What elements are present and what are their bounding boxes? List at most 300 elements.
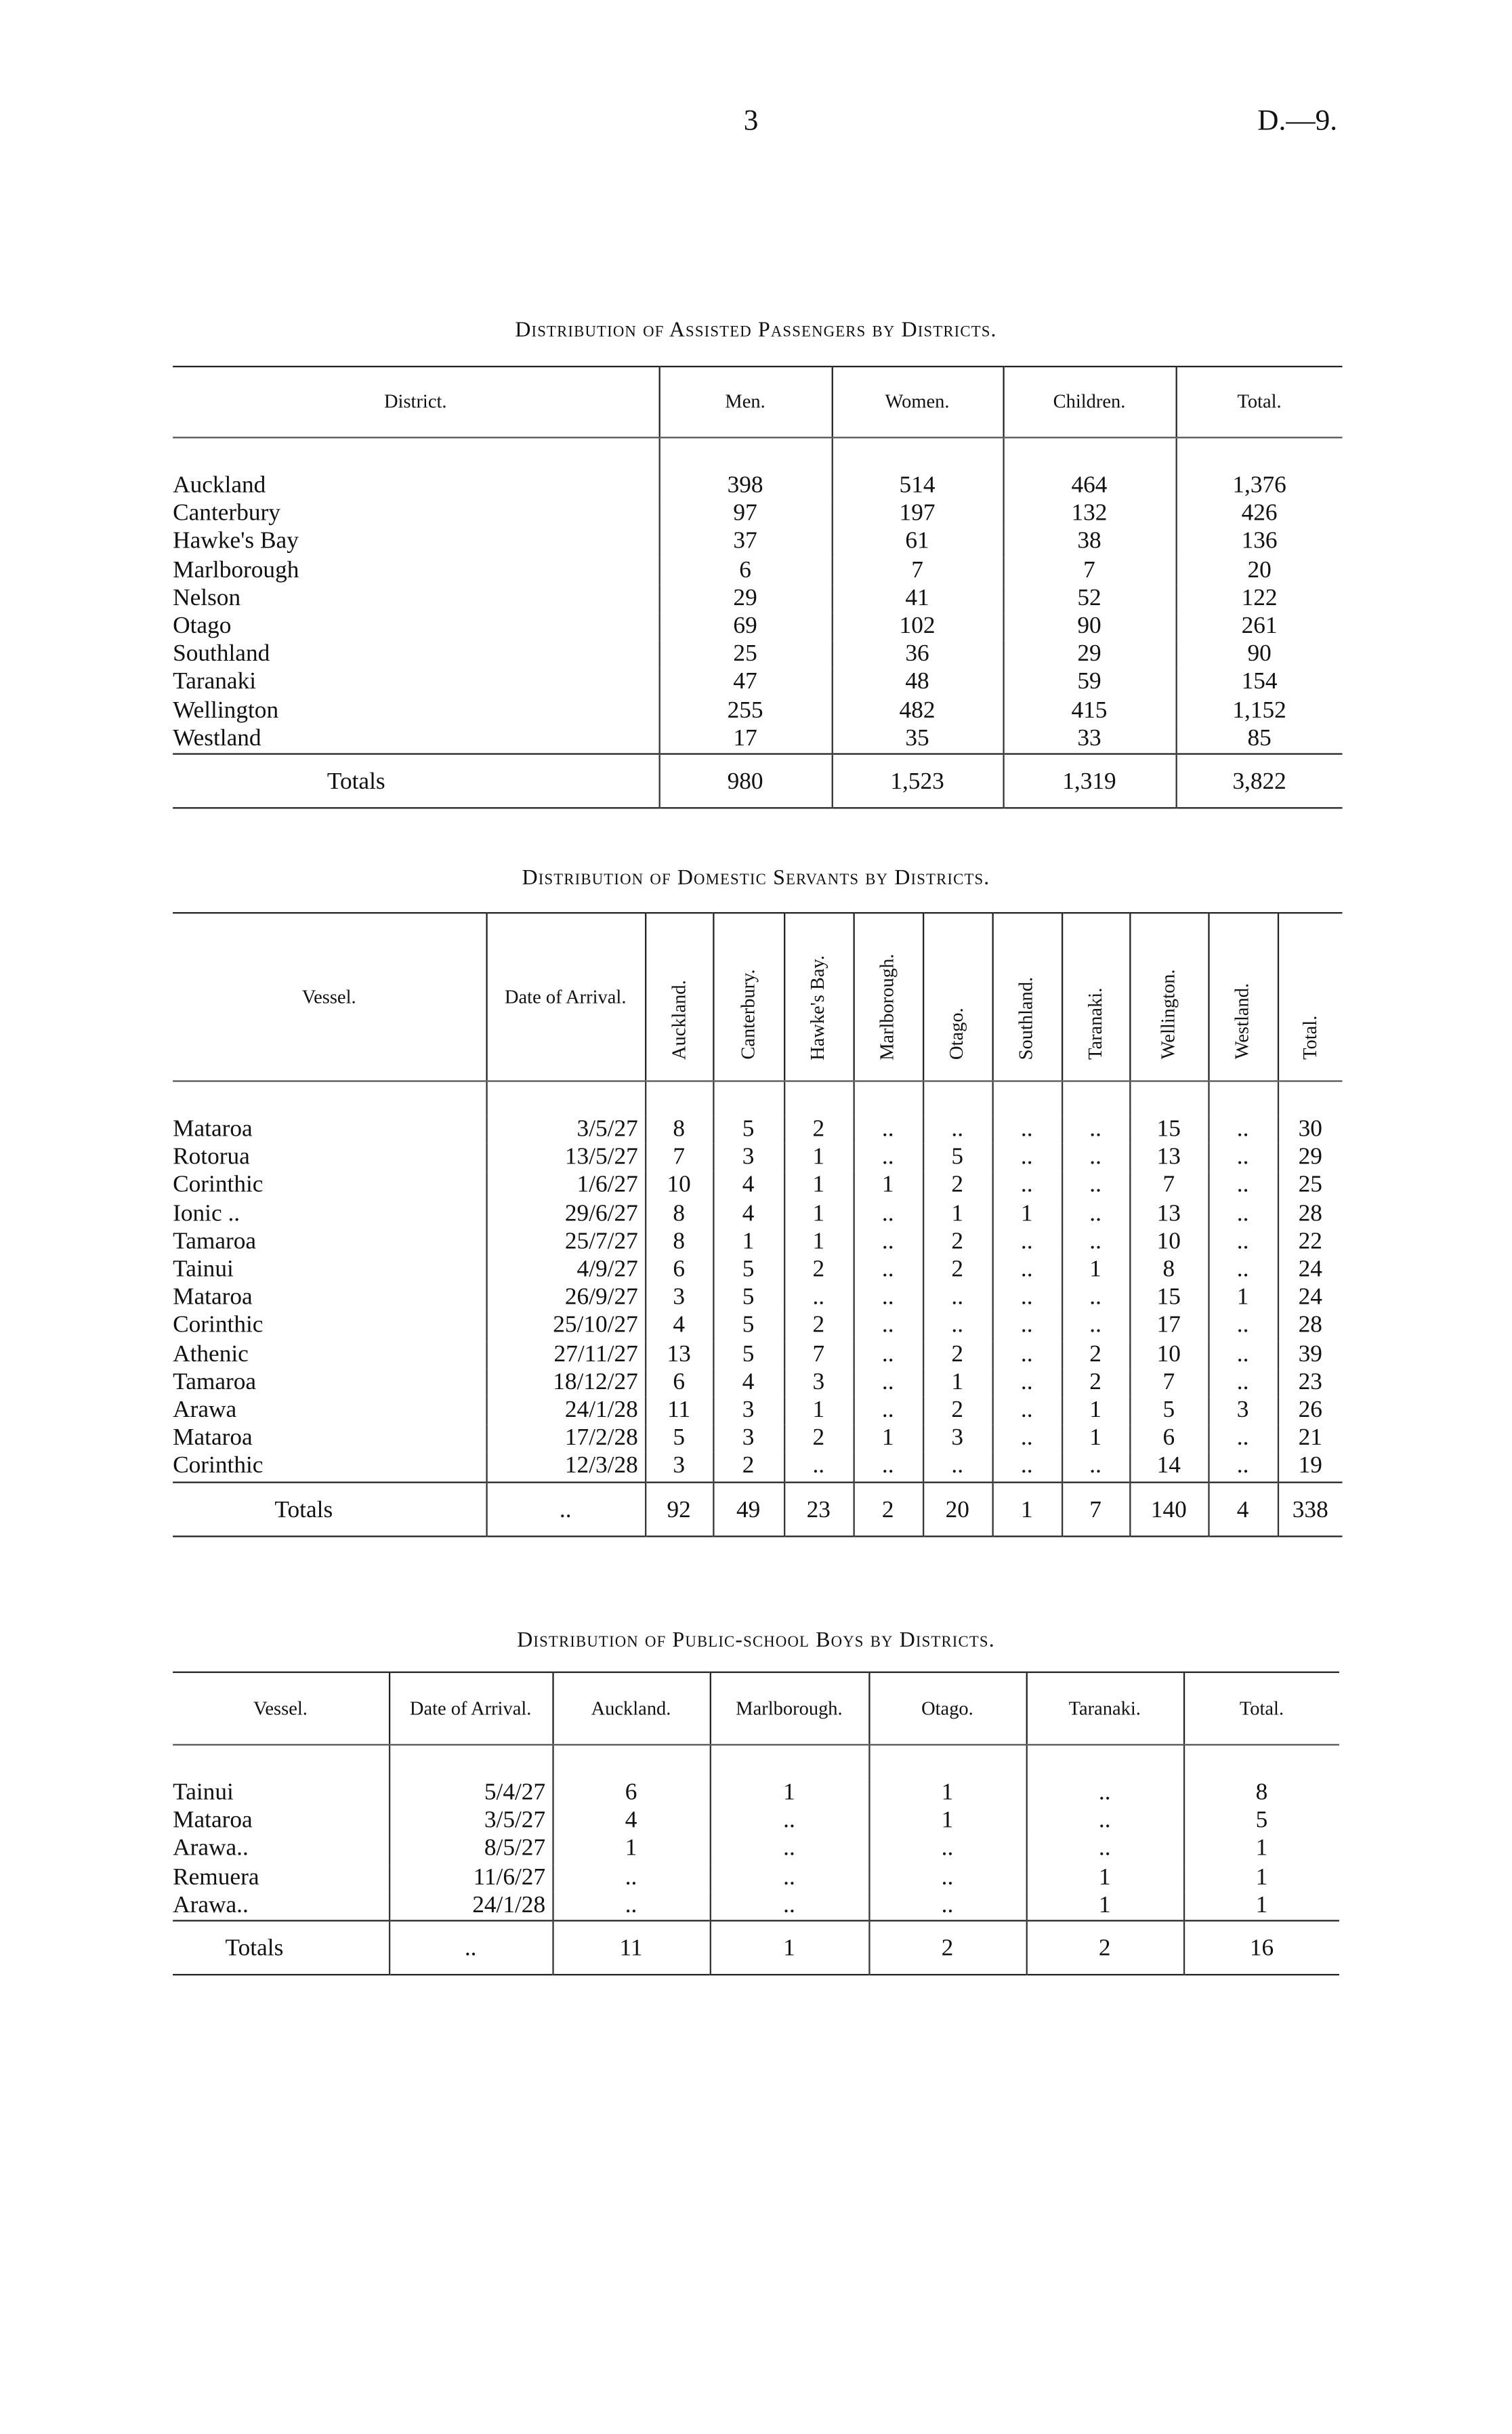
value-cell: 1	[992, 1200, 1061, 1228]
value-cell: 1	[784, 1144, 853, 1172]
value-cell: 2	[923, 1256, 992, 1284]
value-cell: 5	[1129, 1397, 1208, 1424]
value-cell: ..	[1062, 1453, 1129, 1482]
table-row	[173, 697, 1342, 725]
arrival-date: 18/12/27	[486, 1369, 645, 1397]
value-cell: 15	[1129, 1116, 1208, 1144]
value-cell: 4	[713, 1200, 784, 1228]
women-cell: 48	[832, 669, 1003, 697]
value-cell: 3	[1208, 1397, 1277, 1424]
women-cell: 514	[832, 472, 1003, 500]
value-cell: 6	[645, 1256, 713, 1284]
document-reference: D.—9.	[1257, 104, 1338, 138]
table-row	[173, 1116, 1342, 1144]
value-cell: ..	[854, 1144, 923, 1172]
value-cell: 1	[710, 1779, 869, 1807]
vessel-name: Athenic	[173, 1340, 249, 1367]
value-cell: 1	[1026, 1863, 1183, 1891]
men-cell: 37	[659, 529, 832, 556]
total-cell: 2	[868, 1921, 1026, 1975]
value-cell: ..	[992, 1172, 1061, 1200]
column-header: Auckland.	[552, 1672, 709, 1745]
value-cell: ..	[1062, 1144, 1129, 1172]
value-cell: 5	[713, 1284, 784, 1312]
total-cell: 16	[1183, 1921, 1339, 1975]
arrival-date: 1/6/27	[486, 1172, 645, 1200]
value-cell: 2	[1062, 1340, 1129, 1368]
value-cell: ..	[784, 1453, 853, 1482]
value-cell: 5	[713, 1313, 784, 1340]
value-cell: 4	[645, 1313, 713, 1340]
value-cell: ..	[1062, 1284, 1129, 1312]
column-header	[854, 913, 923, 1081]
total-cell: 11	[552, 1921, 709, 1975]
value-cell: ..	[923, 1313, 992, 1340]
value-cell: ..	[854, 1369, 923, 1397]
table-row	[173, 1256, 1342, 1284]
value-cell: 13	[645, 1340, 713, 1368]
column-header-label: Taranaki.	[1084, 987, 1106, 1060]
value-cell: 3	[713, 1397, 784, 1424]
spacer-row	[173, 1745, 1339, 1779]
value-cell: ..	[1208, 1172, 1277, 1200]
column-header-label: Total.	[1299, 1016, 1321, 1060]
value-cell: ..	[710, 1808, 869, 1836]
value-cell: 2	[784, 1256, 853, 1284]
total-cell: 140	[1129, 1482, 1208, 1536]
column-header	[1062, 913, 1129, 1081]
value-cell: 5	[645, 1425, 713, 1453]
arrival-date: 3/5/27	[486, 1116, 645, 1144]
children-cell: 464	[1003, 472, 1175, 500]
arrival-date: 25/7/27	[486, 1229, 645, 1256]
value-cell: ..	[1026, 1779, 1183, 1807]
table2-title: Distribution of Domestic Servants by Districts.	[522, 867, 990, 891]
totals-date: ..	[389, 1921, 552, 1975]
table-row	[173, 1229, 1342, 1256]
table-row	[173, 1200, 1342, 1228]
value-cell: 5	[1183, 1808, 1339, 1836]
table-row	[173, 1425, 1342, 1453]
district-name: Otago	[173, 613, 232, 639]
value-cell: 2	[784, 1425, 853, 1453]
value-cell: 13	[1129, 1144, 1208, 1172]
value-cell: 1	[784, 1229, 853, 1256]
value-cell: 1	[1062, 1397, 1129, 1424]
value-cell: 5	[923, 1144, 992, 1172]
table-row	[173, 529, 1342, 556]
value-cell: ..	[992, 1313, 1061, 1340]
district-name: Marlborough	[173, 556, 299, 583]
women-cell: 36	[832, 641, 1003, 669]
value-cell: ..	[710, 1863, 869, 1891]
value-cell: 39	[1278, 1340, 1343, 1368]
value-cell: 8	[1129, 1256, 1208, 1284]
children-cell: 90	[1003, 613, 1175, 640]
table-row	[173, 472, 1342, 500]
value-cell: 1	[1183, 1863, 1339, 1891]
totals-label: Totals	[173, 1482, 486, 1536]
arrival-date: 24/1/28	[486, 1397, 645, 1424]
value-cell: ..	[1208, 1144, 1277, 1172]
value-cell: 2	[923, 1397, 992, 1424]
column-header	[992, 913, 1061, 1081]
table-row	[173, 585, 1342, 613]
district-name: Nelson	[173, 584, 241, 611]
value-cell: 1	[552, 1836, 709, 1863]
women-cell: 61	[832, 529, 1003, 556]
total-cell: 20	[1176, 556, 1343, 584]
vessel-name: Mataroa	[173, 1424, 253, 1451]
table-row	[173, 1172, 1342, 1200]
men-cell: 29	[659, 585, 832, 613]
value-cell: 7	[1129, 1172, 1208, 1200]
value-cell: 1	[868, 1779, 1026, 1807]
column-header	[784, 913, 853, 1081]
column-header-label: Wellington.	[1158, 970, 1179, 1060]
vessel-name: Mataroa	[173, 1115, 253, 1142]
value-cell: 10	[1129, 1340, 1208, 1368]
value-cell: 4	[713, 1172, 784, 1200]
value-cell: 7	[645, 1144, 713, 1172]
men-cell: 255	[659, 697, 832, 725]
district-name: Auckland	[173, 472, 266, 499]
men-cell: 47	[659, 669, 832, 697]
table-row	[173, 1453, 1342, 1482]
district-name: Taranaki	[173, 669, 257, 695]
vessel-name: Remuera	[173, 1863, 259, 1891]
table-row	[173, 1863, 1339, 1891]
table-row	[173, 500, 1342, 528]
value-cell: ..	[1208, 1313, 1277, 1340]
column-header: Men.	[659, 367, 832, 438]
men-cell: 25	[659, 641, 832, 669]
total-women: 1,523	[832, 754, 1003, 808]
arrival-date: 4/9/27	[486, 1256, 645, 1284]
total-cell: 92	[645, 1482, 713, 1536]
value-cell: 1	[784, 1200, 853, 1228]
district-name: Hawke's Bay	[173, 528, 299, 555]
value-cell: ..	[854, 1200, 923, 1228]
table-row	[173, 1369, 1342, 1397]
value-cell: 4	[552, 1808, 709, 1836]
value-cell: ..	[854, 1116, 923, 1144]
total-men: 980	[659, 754, 832, 808]
value-cell: 1	[1208, 1284, 1277, 1312]
assisted-passengers-table	[173, 366, 1342, 809]
district-name: Wellington	[173, 697, 279, 724]
women-cell: 41	[832, 585, 1003, 613]
value-cell: ..	[1208, 1200, 1277, 1228]
table-row	[173, 725, 1342, 754]
value-cell: 4	[713, 1369, 784, 1397]
children-cell: 59	[1003, 669, 1175, 697]
value-cell: ..	[854, 1284, 923, 1312]
value-cell: 1	[1062, 1425, 1129, 1453]
column-header	[1129, 913, 1208, 1081]
value-cell: 1	[854, 1172, 923, 1200]
value-cell: ..	[1062, 1116, 1129, 1144]
value-cell: 19	[1278, 1453, 1343, 1482]
arrival-date: 26/9/27	[486, 1284, 645, 1312]
value-cell: 3	[645, 1284, 713, 1312]
value-cell: ..	[992, 1369, 1061, 1397]
arrival-date: 17/2/28	[486, 1425, 645, 1453]
table-row	[173, 613, 1342, 640]
value-cell: ..	[992, 1229, 1061, 1256]
women-cell: 482	[832, 697, 1003, 725]
value-cell: 21	[1278, 1425, 1343, 1453]
value-cell: ..	[854, 1340, 923, 1368]
value-cell: ..	[1208, 1116, 1277, 1144]
column-header-label: Westland.	[1232, 983, 1254, 1060]
value-cell: 25	[1278, 1172, 1343, 1200]
total-cell: 85	[1176, 725, 1343, 754]
arrival-date: 12/3/28	[486, 1453, 645, 1482]
arrival-date: 13/5/27	[486, 1144, 645, 1172]
value-cell: 2	[784, 1116, 853, 1144]
total-cell: 49	[713, 1482, 784, 1536]
value-cell: 6	[645, 1369, 713, 1397]
table-row	[173, 1892, 1339, 1921]
vessel-name: Tamaroa	[173, 1368, 257, 1395]
value-cell: 7	[784, 1340, 853, 1368]
value-cell: 14	[1129, 1453, 1208, 1482]
value-cell: ..	[854, 1453, 923, 1482]
column-header-label: Hawke's Bay.	[807, 955, 829, 1060]
value-cell: ..	[552, 1892, 709, 1921]
district-name: Westland	[173, 725, 261, 751]
total-total: 3,822	[1176, 754, 1343, 808]
column-header: Women.	[832, 367, 1003, 438]
value-cell: 7	[1129, 1369, 1208, 1397]
column-header: Total.	[1183, 1672, 1339, 1745]
total-cell: 426	[1176, 500, 1343, 528]
value-cell: ..	[854, 1397, 923, 1424]
men-cell: 6	[659, 556, 832, 584]
column-header: Date of Arrival.	[486, 913, 645, 1081]
value-cell: 2	[923, 1340, 992, 1368]
value-cell: 8	[645, 1229, 713, 1256]
total-cell: 1,376	[1176, 472, 1343, 500]
value-cell: ..	[1026, 1836, 1183, 1863]
value-cell: 1	[854, 1425, 923, 1453]
value-cell: 2	[1062, 1369, 1129, 1397]
total-cell: 4	[1208, 1482, 1277, 1536]
arrival-date: 3/5/27	[389, 1808, 552, 1836]
vessel-name: Tainui	[173, 1256, 234, 1283]
value-cell: ..	[1208, 1229, 1277, 1256]
column-header: Vessel.	[173, 1672, 389, 1745]
column-header-label: Marlborough.	[877, 953, 899, 1060]
value-cell: 1	[868, 1808, 1026, 1836]
value-cell: 1	[1183, 1892, 1339, 1921]
value-cell: ..	[1208, 1369, 1277, 1397]
vessel-name: Arawa..	[173, 1835, 249, 1862]
value-cell: 26	[1278, 1397, 1343, 1424]
table-row	[173, 1313, 1342, 1340]
total-cell: 7	[1062, 1482, 1129, 1536]
vessel-name: Corinthic	[173, 1453, 264, 1479]
total-cell: 338	[1278, 1482, 1343, 1536]
total-cell: 1,152	[1176, 697, 1343, 725]
column-header-label: Otago.	[946, 1008, 968, 1060]
value-cell: 10	[1129, 1229, 1208, 1256]
vessel-name: Corinthic	[173, 1312, 264, 1339]
value-cell: ..	[1026, 1808, 1183, 1836]
value-cell: 24	[1278, 1284, 1343, 1312]
totals-label: Totals	[173, 754, 658, 808]
totals-row	[173, 1482, 1342, 1536]
table-row	[173, 641, 1342, 669]
value-cell: 10	[645, 1172, 713, 1200]
value-cell: 1	[1183, 1836, 1339, 1863]
value-cell: 24	[1278, 1256, 1343, 1284]
value-cell: ..	[992, 1144, 1061, 1172]
vessel-name: Corinthic	[173, 1172, 264, 1199]
value-cell: 3	[713, 1144, 784, 1172]
district-name: Southland	[173, 640, 270, 667]
value-cell: 2	[713, 1453, 784, 1482]
value-cell: ..	[1208, 1425, 1277, 1453]
vessel-name: Rotorua	[173, 1144, 250, 1170]
arrival-date: 8/5/27	[389, 1836, 552, 1863]
value-cell: ..	[854, 1256, 923, 1284]
value-cell: ..	[1062, 1229, 1129, 1256]
value-cell: ..	[710, 1892, 869, 1921]
total-cell: 90	[1176, 641, 1343, 669]
value-cell: 8	[1183, 1779, 1339, 1807]
women-cell: 197	[832, 500, 1003, 528]
value-cell: 3	[923, 1425, 992, 1453]
vessel-name: Ionic ..	[173, 1200, 240, 1226]
value-cell: ..	[1208, 1340, 1277, 1368]
value-cell: 1	[923, 1369, 992, 1397]
vessel-name: Arawa	[173, 1397, 237, 1424]
total-cell: 2	[854, 1482, 923, 1536]
value-cell: 2	[923, 1172, 992, 1200]
value-cell: 5	[713, 1340, 784, 1368]
value-cell: ..	[923, 1284, 992, 1312]
table-row	[173, 1779, 1339, 1807]
table-row	[173, 1808, 1339, 1836]
children-cell: 29	[1003, 641, 1175, 669]
value-cell: 5	[713, 1256, 784, 1284]
value-cell: 11	[645, 1397, 713, 1424]
vessel-name: Mataroa	[173, 1807, 253, 1834]
value-cell: 8	[645, 1116, 713, 1144]
value-cell: ..	[854, 1229, 923, 1256]
value-cell: ..	[1062, 1200, 1129, 1228]
children-cell: 52	[1003, 585, 1175, 613]
total-children: 1,319	[1003, 754, 1175, 808]
totals-row	[173, 754, 1342, 808]
value-cell: ..	[992, 1284, 1061, 1312]
value-cell: ..	[992, 1453, 1061, 1482]
men-cell: 69	[659, 613, 832, 640]
table-row	[173, 1144, 1342, 1172]
value-cell: 5	[713, 1116, 784, 1144]
table3-title: Distribution of Public-school Boys by Districts.	[517, 1630, 995, 1653]
column-header: Marlborough.	[710, 1672, 869, 1745]
value-cell: 22	[1278, 1229, 1343, 1256]
domestic-servants-table	[173, 912, 1342, 1537]
arrival-date: 25/10/27	[486, 1313, 645, 1340]
column-header	[1208, 913, 1277, 1081]
spacer-row	[173, 1081, 1342, 1115]
value-cell: 1	[713, 1229, 784, 1256]
district-name: Canterbury	[173, 500, 280, 527]
arrival-date: 5/4/27	[389, 1779, 552, 1807]
arrival-date: 24/1/28	[389, 1892, 552, 1921]
value-cell: 30	[1278, 1116, 1343, 1144]
value-cell: ..	[992, 1116, 1061, 1144]
total-cell: 136	[1176, 529, 1343, 556]
column-header-label: Canterbury.	[737, 969, 759, 1060]
children-cell: 38	[1003, 529, 1175, 556]
children-cell: 132	[1003, 500, 1175, 528]
vessel-name: Tamaroa	[173, 1228, 257, 1255]
arrival-date: 11/6/27	[389, 1863, 552, 1891]
men-cell: 97	[659, 500, 832, 528]
value-cell: ..	[923, 1453, 992, 1482]
column-header	[1278, 913, 1343, 1081]
table-row	[173, 1397, 1342, 1424]
total-cell: 261	[1176, 613, 1343, 640]
value-cell: ..	[868, 1892, 1026, 1921]
value-cell: 1	[923, 1200, 992, 1228]
column-header	[923, 913, 992, 1081]
value-cell: 28	[1278, 1313, 1343, 1340]
women-cell: 7	[832, 556, 1003, 584]
value-cell: ..	[1062, 1313, 1129, 1340]
totals-date: ..	[486, 1482, 645, 1536]
total-cell: 23	[784, 1482, 853, 1536]
column-header: Otago.	[868, 1672, 1026, 1745]
value-cell: 3	[784, 1369, 853, 1397]
table-row	[173, 1340, 1342, 1368]
value-cell: 1	[1026, 1892, 1183, 1921]
value-cell: ..	[868, 1836, 1026, 1863]
column-header-label: Southland.	[1015, 976, 1038, 1060]
value-cell: 3	[645, 1453, 713, 1482]
value-cell: 1	[784, 1397, 853, 1424]
value-cell: ..	[992, 1397, 1061, 1424]
value-cell: ..	[784, 1284, 853, 1312]
vessel-name: Mataroa	[173, 1284, 253, 1311]
men-cell: 398	[659, 472, 832, 500]
column-header: Total.	[1176, 367, 1343, 438]
value-cell: 6	[552, 1779, 709, 1807]
table1-title: Distribution of Assisted Passengers by Districts.	[515, 319, 997, 343]
total-cell: 1	[992, 1482, 1061, 1536]
men-cell: 17	[659, 725, 832, 754]
column-header-label: Auckland.	[667, 980, 690, 1060]
value-cell: ..	[923, 1116, 992, 1144]
value-cell: ..	[1062, 1172, 1129, 1200]
total-cell: 2	[1026, 1921, 1183, 1975]
value-cell: 2	[784, 1313, 853, 1340]
public-school-boys-table	[173, 1672, 1339, 1976]
column-header: Vessel.	[173, 913, 486, 1081]
column-header: District.	[173, 367, 658, 438]
value-cell: 15	[1129, 1284, 1208, 1312]
women-cell: 35	[832, 725, 1003, 754]
children-cell: 7	[1003, 556, 1175, 584]
value-cell: ..	[992, 1425, 1061, 1453]
page-number: 3	[743, 104, 759, 138]
table-row	[173, 1836, 1339, 1863]
